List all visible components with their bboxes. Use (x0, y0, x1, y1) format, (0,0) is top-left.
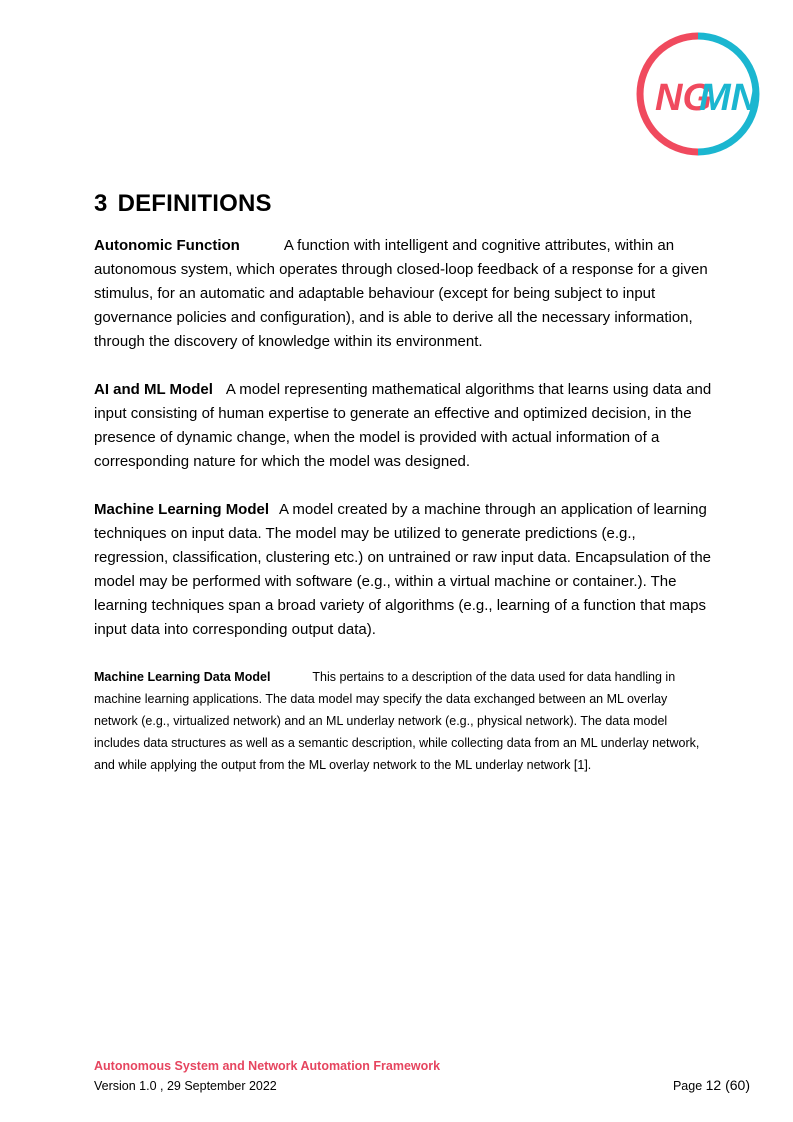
definitions-list (94, 234, 714, 800)
section-heading (94, 190, 272, 218)
definition-text: A model representing mathematical algorithms that learns using data and input consisting of human expertise to generate an effective and optimized decision, in the presence of dynamic change, when the model is provided with actual information of a corresponding nature for which the model was designed. (94, 381, 712, 470)
definition-ai-ml-model (94, 378, 714, 474)
footer-version: Version 1.0 , 29 September 2022 (94, 1079, 277, 1093)
definition-term: Machine Learning Data Model (94, 670, 271, 684)
section-number: 3 (94, 190, 108, 217)
definition-text: This pertains to a description of the data used for data handling in machine learning applications. The data model may specify the data exchanged between an ML overlay network (e.g., virtualized network) and an ML underlay network (e.g., physical network). The data model includes data structures as well as a semantic description, while collecting data from an ML underlay network, and while applying the output from the ML overlay network to the ML underlay network [1]. (94, 670, 700, 772)
page-footer (94, 1057, 750, 1095)
section-title: DEFINITIONS (117, 190, 272, 217)
definition-text: A model created by a machine through an application of learning techniques on input data. The model may be utilized to generate predictions (e.g., regression, classification, clustering etc.) on untrained or raw input data. Encapsulation of the model may be performed with software (e.g., within a virtual machine or container.). The learning techniques span a broad variety of algorithms (e.g., learning of a function that maps input data into corresponding output data). (94, 501, 712, 638)
definition-text: A function with intelligent and cognitive attributes, within an autonomous system, which operates through closed-loop feedback of a response for a given stimulus, for an automatic and adaptable behaviour (except for being subject to input governance policies and configuration), and is able to derive all the necessary information, through the discovery of knowledge within its environment. (94, 237, 708, 350)
svg-text:NG: NG (655, 77, 712, 119)
page-label: Page (672, 1079, 703, 1093)
definition-term: Autonomic Function (94, 237, 240, 254)
definition-machine-learning-data-model (94, 666, 714, 776)
footer-document-title: Autonomous System and Network Automation Framework (94, 1059, 441, 1073)
definition-machine-learning-model (94, 498, 714, 642)
definition-term: AI and ML Model (94, 381, 213, 398)
definition-autonomic-function (94, 234, 714, 354)
footer-page-number (673, 1077, 750, 1093)
page-number: 12 (60) (705, 1077, 750, 1093)
definition-term: Machine Learning Model (94, 501, 270, 518)
ngmn-logo (636, 32, 760, 156)
svg-text:MN: MN (699, 77, 759, 119)
